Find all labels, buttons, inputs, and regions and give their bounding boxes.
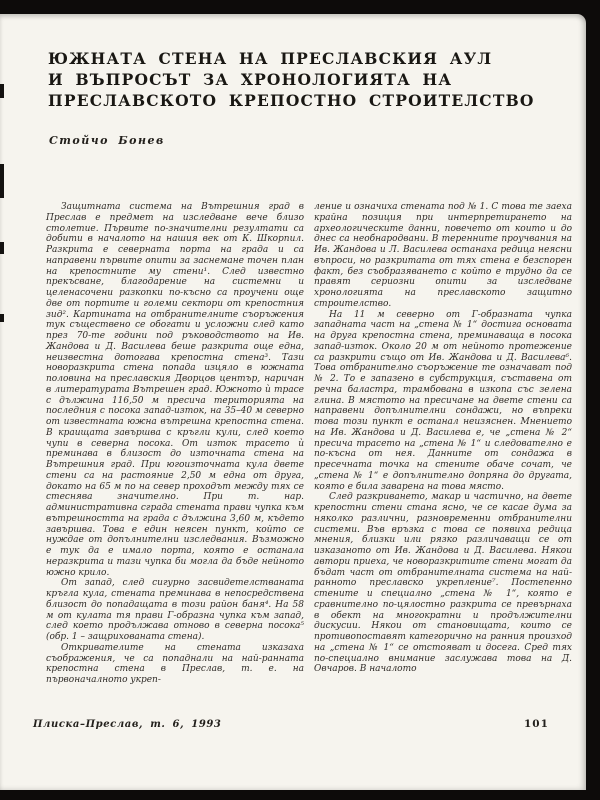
scanner-band-right bbox=[586, 0, 600, 800]
right-column bbox=[314, 202, 572, 686]
scanner-band-bottom bbox=[0, 790, 600, 800]
body-paragraph: Откривателите на стената изказаха съображения, че са попаднали на най-ранната крепостна стена в Преслав, т. е. на първоначалното укреп- bbox=[46, 642, 304, 685]
scan-edge-mark bbox=[0, 164, 4, 198]
scanner-band-top bbox=[0, 0, 600, 14]
body-paragraph: Защитната система на Вътрешния град в Преслав е предмет на изследване вече близо столетие. Първите по-значителни резултати са добити в началото на нашия век от К. Шкорпил. Разкрита е северната порта на града и са направени първите опити за заснемане точен план на крепостните му стени¹. След известно прекъсване, благодарение на системни и целенасочени разкопки по-късно са проучени още две от портите и големи сектори от крепостния зид². Картината на отбранителните съоръжения тук съществено се обогати и усложни след като през 70-те години под ръководството на Ив. Жандова и Д. Василева беше разкрита още една, неизвестна дотогава крепостна стена³. Тази новоразкрита стена попада изцяло в южната половина на преславския Дворцов център, наричан в литературата Вътрешен град. Южното ѝ трасе с дължина 116,50 м пресича територията на последния с посока запад-изток, на 35–40 м северно от известната южна вътрешна крепостна стена. В краищата завършва с кръгли кули, след което чупи в северна посока. От изток трасето ѝ преминава в близост до източната стена на Вътрешния град. При югоизточната кула двете стени са на растояние 2,50 м една от друга, докато на 65 м по на север проходът между тях се стеснява значително. При т. нар. административна сграда стената прави чупка към вътрешността на града с дължина 3,60 м, където завършва. Това е един неясен пункт, който се нуждае от допълнителни изследвания. Възможно е тук да е имало порта, която е останала неразкрита и тази чупка би могла да бъде нейното южно крило. bbox=[46, 202, 304, 578]
scan-edge-mark bbox=[0, 84, 4, 98]
scan-edge-mark bbox=[0, 242, 4, 254]
body-paragraph-continuation: ление и означиха стената под № 1. С това те заеха крайна позиция при интерпретирането на археологическите данни, повечето от които и до днес са необнародвани. В теренните проучвания на Ив. Жандова и Л. Василева останаха редица неясни въпроси, но разкритата от тях стена е безспорен факт, без съобразяването с който е трудно да се правят сериозни опити за изследване хронологията на преславското защитно строителство. bbox=[314, 202, 572, 309]
article-title-line-2: И ВЪПРОСЪТ ЗА ХРОНОЛОГИЯТА НА bbox=[48, 70, 453, 89]
scan-edge-mark bbox=[0, 314, 4, 322]
left-column bbox=[46, 202, 304, 686]
page-number: 101 bbox=[524, 718, 549, 730]
article-title-line-1: ЮЖНАТА СТЕНА НА ПРЕСЛАВСКИЯ АУЛ bbox=[48, 49, 493, 68]
body-paragraph: След разкриването, макар и частично, на двете крепостни стени стана ясно, че се касае дума за няколко различни, разновременни отбранителни системи. Във връзка с това се появиха редица мнения, близки или рязко различаващи се от изказаното от Ив. Жандова и Д. Василева. Някои автори приеха, че новоразкритите стени могат да бъдат част от отбранителната система на най-ранното преславско укрепление⁷. Постепенно стените и специално „стена № 1“, която е сравнително по-цялостно разкрита се превърнаха в обект на многократни и продължителни дискусии. Някои от становищата, които се противопоставят категорично на ранния произход на „стена № 1“ се отстояват и досега. Сред тях по-специално внимание заслужава това на Д. Овчаров. В началото bbox=[314, 492, 572, 675]
article-title-line-3: ПРЕСЛАВСКОТО КРЕПОСТНО СТРОИТЕЛСТВО bbox=[48, 91, 535, 110]
journal-footer: Плиска–Преслав, т. 6, 1993 bbox=[33, 719, 222, 730]
article-title bbox=[48, 48, 553, 111]
article-body bbox=[46, 202, 573, 686]
body-paragraph: На 11 м северно от Г-образната чупка западната част на „стена № 1“ достига основата на друга крепостна стена, преминаваща в посока запад-изток. Около 20 м от нейното протежение са разкрити също от Ив. Жандова и Д. Василева⁶. Това отбранително съоръжение те означават под № 2. То е запазено в субструкция, съставена от речна баластра, трамбована в изкопа със зелена глина. В мястото на пресичане на двете стени са направени допълнителни сондажи, но въпреки това този пункт е останал неизяснен. Мнението на Ив. Жандова и Д. Василева е, че „стена № 2“ пресича трасето на „стена № 1“ и следователно е по-късна от нея. Данните от сондажа в пресечната точка на стените обаче сочат, че „стена № 1“ е допълнително допряна до другата, която е била заварена на това място. bbox=[314, 309, 572, 492]
article-author: Стойчо Бонев bbox=[49, 134, 165, 147]
body-paragraph: От запад, след сигурно засвидетелстваната кръгла кула, стената преминава в непосредствена близост до попадащата в този район баня⁴. На 58 м от кулата тя прави Г-образна чупка към запад, след което продължава отново в северна посока⁵ (обр. 1 – защрихованата стена). bbox=[46, 578, 304, 642]
